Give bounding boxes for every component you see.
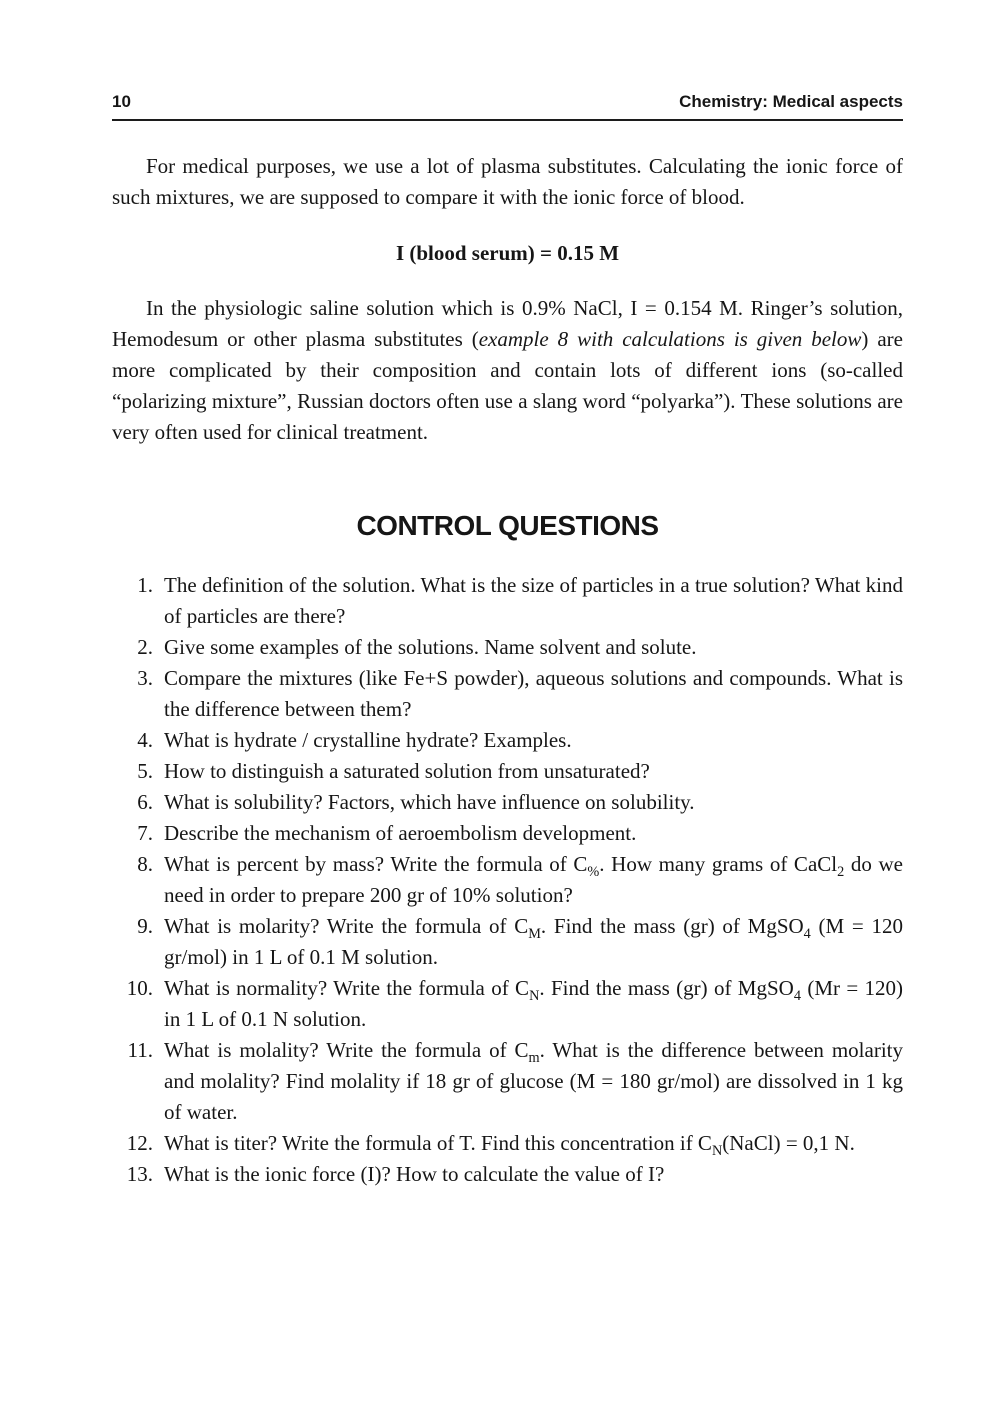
text-segment: Describe the mechanism of aeroembolism development. xyxy=(164,821,637,845)
subscript-text: M xyxy=(528,925,541,942)
questions-list xyxy=(112,570,903,1190)
question-number: 10. xyxy=(126,976,153,1000)
body-paragraph xyxy=(112,293,903,448)
running-title: Chemistry: Medical aspects xyxy=(679,92,903,111)
text-segment: What is normality? Write the formula of C xyxy=(164,976,530,1000)
text-segment: What is percent by mass? Write the formula of C xyxy=(164,852,588,876)
question-text xyxy=(164,632,903,663)
text-segment: The definition of the solution. What is the size of particles in a true solution? What kind of particles are there? xyxy=(164,573,903,628)
question-item xyxy=(112,911,903,973)
question-text xyxy=(164,911,903,973)
text-segment: ) are more complicated by their composition and contain lots of different ions (so-called “polarizing mixture”, Russian doctors often use a slang word “polyarka”). These solutions are very often used for clinical treatment. xyxy=(112,327,903,444)
text-segment: How to distinguish a saturated solution from unsaturated? xyxy=(164,759,650,783)
question-item xyxy=(112,663,903,725)
text-segment: . Find the mass (gr) of MgSO xyxy=(539,976,794,1000)
question-number: 11. xyxy=(127,1038,153,1062)
question-number: 6. xyxy=(137,790,153,814)
text-segment: (Mr = 120) in 1 L of 0.1 N solution. xyxy=(164,976,904,1031)
text-segment: What is the ionic force (I)? How to calculate the value of I? xyxy=(164,1162,665,1186)
question-number: 3. xyxy=(137,666,153,690)
question-text xyxy=(164,570,903,632)
question-number: 4. xyxy=(137,728,153,752)
subscript-text: N xyxy=(711,1142,723,1159)
question-number: 9. xyxy=(137,914,153,938)
question-item xyxy=(112,787,903,818)
intro-paragraph: For medical purposes, we use a lot of plasma substitutes. Calculating the ionic force of such mixtures, we are supposed to compare it with the ionic force of blood. xyxy=(112,154,903,209)
text-segment: What is hydrate / crystalline hydrate? Examples. xyxy=(164,728,572,752)
section-heading: CONTROL QUESTIONS xyxy=(356,510,659,541)
question-item xyxy=(112,818,903,849)
question-item xyxy=(112,725,903,756)
question-text xyxy=(164,849,903,911)
question-text xyxy=(164,1035,903,1128)
text-segment: What is solubility? Factors, which have influence on solubility. xyxy=(164,790,695,814)
question-number: 12. xyxy=(126,1131,153,1155)
question-number: 13. xyxy=(126,1162,153,1186)
question-item xyxy=(112,849,903,911)
subscript-text: N xyxy=(529,987,540,1004)
blood-serum-formula: I (blood serum) = 0.15 M xyxy=(395,241,620,265)
question-text xyxy=(164,1159,903,1190)
page-number: 10 xyxy=(112,92,131,111)
subscript-text: 4 xyxy=(793,987,801,1004)
question-text xyxy=(164,973,903,1035)
question-number: 8. xyxy=(137,852,153,876)
question-item xyxy=(112,632,903,663)
subscript-text: % xyxy=(587,863,600,880)
subscript-text: 4 xyxy=(803,925,811,942)
question-number: 1. xyxy=(137,573,153,597)
question-text xyxy=(164,725,903,756)
question-number: 5. xyxy=(137,759,153,783)
question-number: 2. xyxy=(137,635,153,659)
text-segment: In the physiologic saline solution which is 0.9% NaCl, I = 0.154 M. Ringer’s solution, Hemodesum or other plasma substitutes ( xyxy=(112,296,903,351)
text-segment: Compare the mixtures (like Fe+S powder), aqueous solutions and compounds. What is the difference between them? xyxy=(164,666,903,721)
question-text xyxy=(164,818,903,849)
question-item xyxy=(112,1128,903,1159)
text-segment: do we need in order to prepare 200 gr of 10% solution? xyxy=(164,852,903,907)
text-segment: (M = 120 gr/mol) in 1 L of 0.1 M solution. xyxy=(164,914,903,969)
question-item xyxy=(112,570,903,632)
text-segment: What is molality? Write the formula of C xyxy=(164,1038,529,1062)
question-item xyxy=(112,1035,903,1128)
question-item xyxy=(112,973,903,1035)
running-header xyxy=(112,92,903,121)
question-text xyxy=(164,1128,903,1159)
question-number: 7. xyxy=(137,821,153,845)
question-item xyxy=(112,1159,903,1190)
text-segment: Give some examples of the solutions. Name solvent and solute. xyxy=(164,635,697,659)
text-segment: What is molarity? Write the formula of C xyxy=(164,914,529,938)
question-text xyxy=(164,663,903,725)
italic-text: example 8 with calculations is given below xyxy=(478,327,862,351)
question-text xyxy=(164,756,903,787)
text-segment: . Find the mass (gr) of MgSO xyxy=(540,914,804,938)
text-segment: . How many grams of CaCl xyxy=(599,852,838,876)
question-item xyxy=(112,756,903,787)
text-segment: . What is the difference between molarity and molality? Find molality if 18 gr of glucose (M = 180 gr/mol) are dissolved in 1 kg of water. xyxy=(164,1038,904,1124)
question-text xyxy=(164,787,903,818)
subscript-text: m xyxy=(528,1049,540,1066)
text-segment: (NaCl) = 0,1 N. xyxy=(722,1131,855,1155)
subscript-text: 2 xyxy=(837,863,845,880)
text-segment: What is titer? Write the formula of T. Find this concentration if C xyxy=(164,1131,712,1155)
